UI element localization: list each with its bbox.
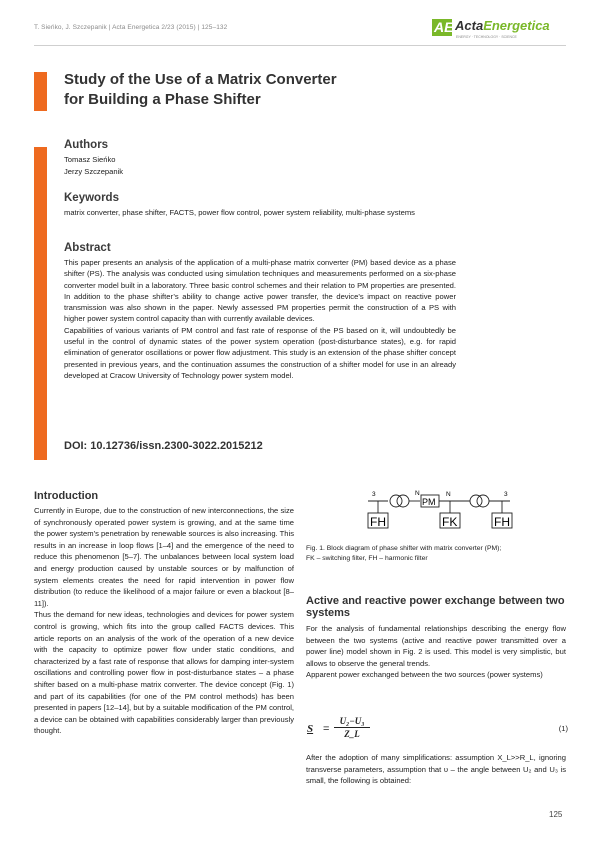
introduction-heading: Introduction	[34, 490, 99, 502]
body-paragraph: Apparent power exchanged between the two sources (power systems)	[306, 670, 543, 680]
abstract-body	[64, 257, 456, 381]
body-paragraph: For the analysis of fundamental relationships describing the energy flow between the two systems (active and reactive power transmitted over a power line) model shown in Fig. 2 is used. This model is very simplistic, but allows to observe the general trends.	[306, 624, 566, 668]
equation-lhs: S	[307, 723, 314, 735]
keywords-text: matrix converter, phase shifter, FACTS, power flow control, power system reliability, multi-phase systems	[64, 208, 415, 217]
phase-count-label: 3	[504, 491, 508, 498]
abstract-paragraph: This paper presents an analysis of the application of a multi-phase matrix converter (PM) based device as a phase shifter (PS). The analysis was conducted using simulation techniques and measurements performed on a six-phase converter model built in a laboratory. Three basic control schemes and their relation to PM properties are presented. In addition to the phase shifter’s ability to change active power transfer, the device’s impact on reactive power transmission was also shown in the paper. Newly assessed PM properties permit the construction of a PS with higher power system control capacity than with currently available devices.	[64, 258, 456, 324]
running-head: T. Sieńko, J. Szczepanik | Acta Energetica 2/23 (2015) | 125–132	[34, 24, 228, 31]
fh-left-label: FH	[370, 515, 386, 529]
page-number: 125	[549, 810, 563, 819]
fh-right-label: FH	[494, 515, 510, 529]
equation-numerator: U₂−U₃	[334, 716, 370, 728]
body-paragraph: After the adoption of many simplifications: assumption X_L>>R_L, ignoring transverse parameters, assumption that υ – the angle between U₂ and U₃ is small, the following is obtained:	[306, 753, 566, 786]
introduction-section	[34, 490, 294, 737]
doi-link[interactable]: DOI: 10.12736/issn.2300-3022.2015212	[64, 440, 263, 452]
keywords-heading: Keywords	[64, 192, 119, 204]
logo-wordmark: ActaEnergetica	[455, 18, 550, 33]
figure-caption: Fig. 1. Block diagram of phase shifter with matrix converter (PM); FK – switching filter, FH – harmonic filter	[306, 545, 502, 562]
title-accent-bar	[34, 72, 47, 111]
abstract-paragraph: Capabilities of various variants of PM control and fast rate of response of the PS based on it, will undoubtedly be useful in the control of dynamic states of the power system operation (post-disturbance states), e.g. for rapid elimination of generator oscillations or power flow adjustment. This study is an extension of the phase shifter concept presented in previous years, and the continuation assumes the construction of a shifter model for use in an already developed at Cracow University of Technology power system model.	[64, 325, 456, 380]
phase-shifter-block-diagram	[360, 486, 520, 532]
header-divider	[34, 45, 566, 46]
equation-denominator: Z_L	[344, 729, 360, 739]
pm-label: PM	[422, 497, 436, 507]
front-matter-accent-bar	[34, 147, 47, 460]
authors-heading: Authors	[64, 139, 109, 151]
phase-count-label: N	[415, 490, 420, 497]
section-heading: Active and reactive power exchange between two systems	[306, 595, 565, 619]
journal-logo	[432, 16, 562, 42]
equation-number: (1)	[558, 724, 568, 733]
logo-tagline: ENERGY · TECHNOLOGY · SCIENCE	[456, 35, 517, 39]
logo-mark-icon: AE	[434, 19, 454, 35]
author-name: Jerzy Szczepanik	[64, 167, 124, 176]
body-paragraph: Thus the demand for new ideas, technologies and devices for power system control is growing, which fits into the group called FACTS devices. This article reports on an analysis of the work of the operation of a new device with the capacity to optimize power flow under static conditions, and characterized by a fast rate of response that allows for damping inter-system oscillations and controlling power flow in post-disturbance states – a phase shifter based on a multi-phase matrix converter. The device concept (Fig. 1) and part of its capabilities (for one of the PM control methods) has been presented in papers [12–14], but by a suitable modification of the PM control, a device can be obtained with capabilities considerably larger than previously thought.	[34, 610, 294, 736]
phase-count-label: N	[446, 491, 451, 498]
article-title: Study of the Use of a Matrix Converter for Building a Phase Shifter	[64, 71, 337, 108]
body-paragraph: Currently in Europe, due to the construction of new interconnections, the size of synchronously operated power system is growing, and at the same time the power system’s penetration by renewable sources is also increasing. This results in an increase in loop flows [1–4] and the emergence of the need to reduce this phenomenon [5–7]. The unbalances between local system load and energy production caused by unstable sources or by malfunction of system elements creates the need for rapid intervention in power flow distribution (to reduce the likelihood of a major failure or even a blackout [8–11]).	[34, 506, 294, 608]
section-body	[306, 623, 566, 681]
phase-count-label: 3	[372, 491, 376, 498]
fk-label: FK	[442, 515, 458, 529]
abstract-heading: Abstract	[64, 242, 111, 254]
author-name: Tomasz Sieńko	[64, 155, 116, 164]
equation-1: S = $\frac{\text{U₂−U₃}}{Z\_L}$ (1)	[307, 716, 568, 739]
